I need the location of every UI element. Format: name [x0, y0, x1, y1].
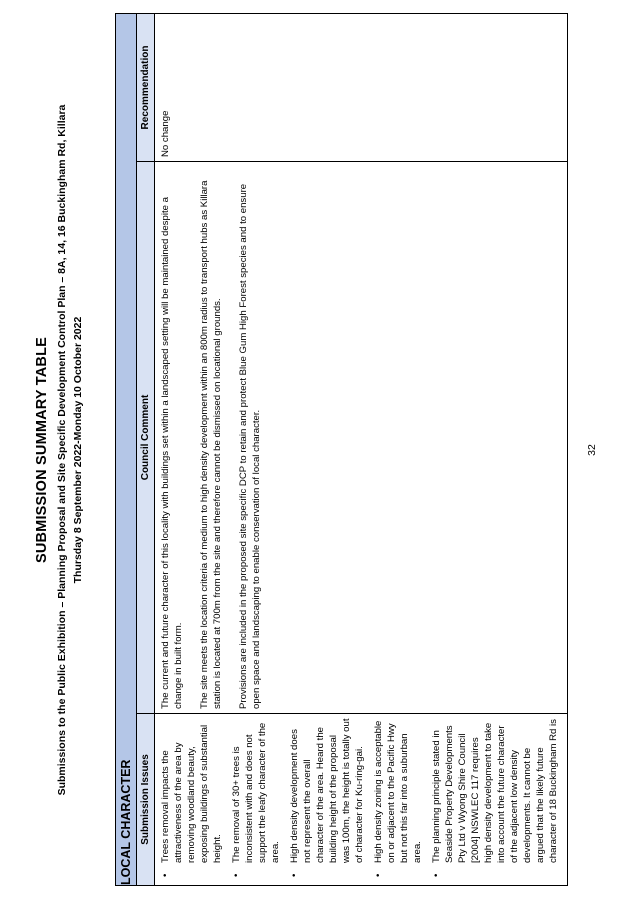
section-header-row	[116, 14, 137, 886]
list-item: • Trees removal impacts the attractiveness of the area by removing woodland beauty, exposing buildings of substantial height.	[159, 718, 224, 863]
subtitle: Submissions to the Public Exhibition – Planning Proposal and Site Specific Development Control Plan – 8A, 14, 16 Buckingham Rd, Killara	[56, 104, 68, 796]
header-submission-issues: Submission Issues	[137, 714, 155, 886]
section-title: LOCAL CHARACTER	[116, 14, 137, 886]
table-row	[155, 14, 568, 886]
council-comment-cell	[155, 162, 568, 714]
list-item: • The planning principle stated in Seaside Property Developments Pty Ltd v Wyong Shire Council [2004] NSWLEC 117 requires high density development to take into account the future character of the adjacent low density developments. It cannot be argued that the likely future character of 18 Buckingham Rd is	[430, 718, 560, 863]
comment-paragraph: The current and future character of this locality with buildings set within a landscaped setting will be maintained despite a change in built form.	[160, 197, 184, 709]
main-title: SUBMISSION SUMMARY TABLE	[34, 336, 50, 564]
list-item: • High density development does not represent the overall character of the area. Heard the building height of the proposal was 100m, the height is totally out of character for Ku-ring-gai.	[288, 718, 366, 863]
date-line: Thursday 8 September 2022-Monday 10 October 2022	[72, 316, 84, 584]
list-item: • High density zoning is acceptable on or adjacent to the Pacific Hwy but not this far into a suburban area.	[372, 718, 424, 863]
column-header-row	[137, 14, 155, 886]
page-number: 32	[586, 444, 598, 456]
header-council-comment: Council Comment	[137, 162, 155, 714]
submission-issues-cell	[155, 714, 568, 886]
header-recommendation: Recommendation	[137, 14, 155, 162]
issues-list	[159, 718, 560, 885]
recommendation-cell: No change	[155, 14, 568, 162]
submission-summary-table	[115, 13, 568, 886]
list-item: • The removal of 30+ trees is inconsistent with and does not support the leafy character of the area.	[230, 718, 282, 863]
comment-paragraph: The site meets the location criteria of medium to high density development within an 800m radius to transport hubs as Killara station is located at 700m from the site and therefore cannot be dismissed on locational grounds.	[199, 180, 223, 709]
comment-paragraph: Provisions are included in the proposed site specific DCP to retain and protect Blue Gum High Forest species and to ensure open space and landscaping to enable conservation of local character.	[238, 183, 262, 709]
